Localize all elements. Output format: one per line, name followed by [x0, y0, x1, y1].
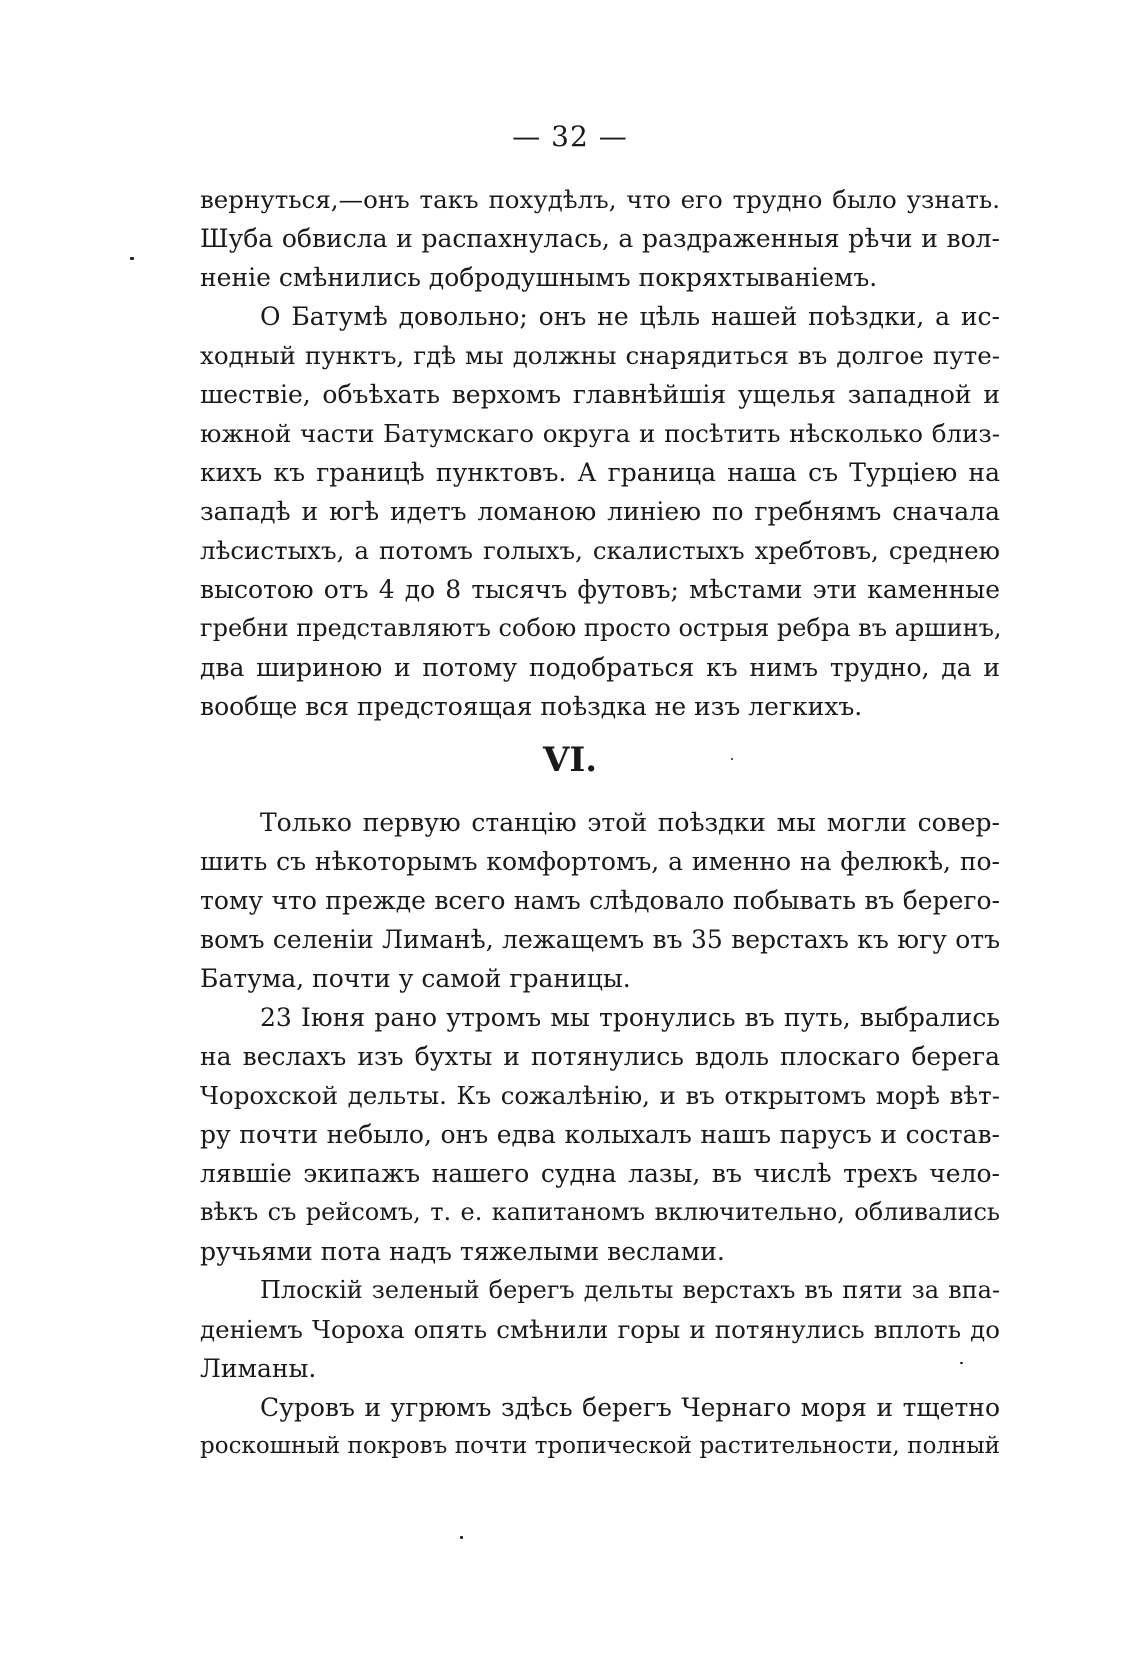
- text-line: шить съ нѣкоторымъ комфортомъ, а именно на фелюкѣ, по-: [200, 847, 1000, 876]
- text-line: вѣкъ съ рейсомъ, т. е. капитаномъ включительно, обливались: [200, 1198, 1000, 1226]
- text-line: на веслахъ изъ бухты и потянулись вдоль плоскаго берега: [200, 1042, 1000, 1071]
- text-line: ходный пунктъ, гдѣ мы должны снарядиться въ долгое путе-: [200, 341, 1000, 370]
- text-line: Шуба обвисла и распахнулась, а раздраженныя рѣчи и вол-: [200, 224, 1000, 253]
- paragraph-start-line: 23 Іюня рано утромъ мы тронулись въ путь, выбрались: [260, 1003, 1000, 1032]
- paragraph-start-line: Только первую станцію этой поѣздки мы могли совер-: [260, 808, 1000, 837]
- text-line: вомъ селеніи Лиманѣ, лежащемъ въ 35 верстахъ къ югу отъ: [200, 925, 1000, 954]
- section-heading: VI.: [542, 740, 598, 780]
- scan-speck: [960, 1362, 963, 1364]
- text-line: ру почти небыло, онъ едва колыхалъ нашъ парусъ и состав-: [200, 1120, 1000, 1149]
- text-line: кихъ къ границѣ пунктовъ. А граница наша съ Турціею на: [200, 458, 1000, 487]
- text-line: роскошный покровъ почти тропической растительности, полный: [200, 1433, 1000, 1459]
- text-line: ручьями пота надъ тяжелыми веслами.: [200, 1237, 725, 1266]
- text-line: южной части Батумскаго округа и посѣтить нѣсколько близ-: [200, 419, 1000, 448]
- text-line: неніе смѣнились добродушнымъ покряхтываніемъ.: [200, 263, 878, 292]
- text-line: гребни представляютъ собою просто острыя ребра въ аршинъ,: [200, 614, 1002, 642]
- text-line: Чорохской дельты. Къ сожалѣнію, и въ открытомъ морѣ вѣт-: [200, 1081, 1000, 1110]
- text-line: вернуться,—онъ такъ похудѣлъ, что его трудно было узнать.: [200, 185, 1000, 214]
- text-line: Лиманы.: [200, 1354, 317, 1383]
- text-line: лѣсистыхъ, а потомъ голыхъ, скалистыхъ хребтовъ, среднею: [200, 536, 1000, 565]
- scan-speck: [731, 758, 733, 760]
- paragraph-start-line: Плоскій зеленый берегъ дельты верстахъ въ пяти за впа-: [260, 1276, 1000, 1304]
- scan-speck: [460, 1536, 463, 1539]
- text-line: шествіе, объѣхать верхомъ главнѣйшія ущелья западной и: [200, 380, 1000, 409]
- text-line: лявшіе экипажъ нашего судна лазы, въ числѣ трехъ чело-: [200, 1159, 1000, 1188]
- page-number: — 32 —: [512, 120, 628, 153]
- text-block-bottom: [200, 803, 1000, 1466]
- text-block-top: [200, 180, 1000, 726]
- text-line: вообще вся предстоящая поѣздка не изъ легкихъ.: [200, 692, 863, 721]
- scan-speck: [130, 257, 134, 260]
- paragraph-start-line: О Батумѣ довольно; онъ не цѣль нашей поѣздки, а ис-: [260, 302, 1000, 331]
- text-line: деніемъ Чороха опять смѣнили горы и потянулись вплоть до: [200, 1315, 1000, 1344]
- text-line: тому что прежде всего намъ слѣдовало побывать въ берего-: [200, 886, 1000, 915]
- paragraph-start-line: Суровъ и угрюмъ здѣсь берегъ Чернаго моря и тщетно: [260, 1393, 1000, 1422]
- text-line: высотою отъ 4 до 8 тысячъ футовъ; мѣстами эти каменные: [200, 575, 1000, 604]
- text-line: Батума, почти у самой границы.: [200, 964, 631, 993]
- text-line: два шириною и потому подобраться къ нимъ трудно, да и: [200, 653, 1000, 682]
- text-line: западѣ и югѣ идетъ ломаною линіею по гребнямъ сначала: [200, 497, 1000, 526]
